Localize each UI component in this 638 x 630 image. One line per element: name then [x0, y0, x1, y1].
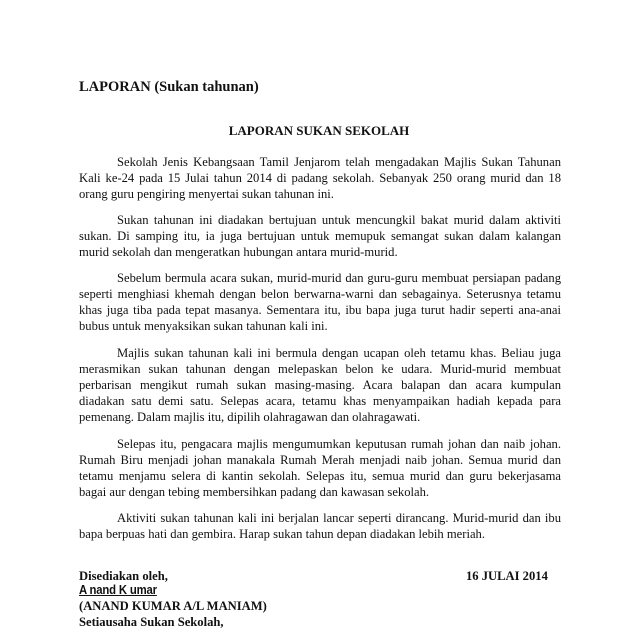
paragraph-1: Sekolah Jenis Kebangsaan Tamil Jenjarom telah mengadakan Majlis Sukan Tahunan Kali ke-24 pada 15 Julai tahun 2014 di padang sekolah. Sebanyak 250 orang murid dan 18 orang guru pengiring menyertai sukan tahunan ini. — [79, 155, 561, 201]
author-name: (ANAND KUMAR A/L MANIAM) — [79, 599, 267, 613]
report-heading-main: LAPORAN — [79, 79, 151, 95]
report-heading-sub: (Sukan tahunan) — [154, 79, 259, 95]
signature: A nand K umar — [79, 583, 157, 597]
paragraph-2: Sukan tahunan ini diadakan bertujuan untuk mencungkil bakat murid dalam aktiviti sukan. Di samping itu, ia juga bertujuan untuk memupuk semangat sukan dalam kalangan murid sekolah dan mengeratkan hubungan antara murid-murid. — [79, 213, 561, 259]
paragraph-6: Aktiviti sukan tahunan kali ini berjalan lancar seperti dirancang. Murid-murid dan ibu bapa berpuas hati dan gembira. Harap sukan tahun depan diadakan lebih meriah. — [79, 511, 561, 541]
report-title-text: LAPORAN SUKAN SEKOLAH — [228, 123, 410, 138]
paragraph-3: Sebelum bermula acara sukan, murid-murid dan guru-guru membuat persiapan padang seperti menghiasi khemah dengan belon berwarna-warni dan sebagainya. Seterusnya tetamu khas juga tiba pada tepat masanya. Sementara itu, ibu bapa juga turut hadir seperti ana-anai bubus untuk menyaksikan sukan tahunan kali ini. — [79, 271, 561, 333]
author-position: Setiausaha Sukan Sekolah, — [79, 615, 224, 629]
prepared-by-label: Disediakan oleh, — [79, 569, 168, 583]
report-title — [0, 123, 638, 139]
paragraph-5: Selepas itu, pengacara majlis mengumumkan keputusan rumah johan dan naib johan. Rumah Biru menjadi johan manakala Rumah Merah menjadi naib johan. Semua murid dan tetamu menjamu selera di kantin sekolah. Selepas itu, semua murid dan guru bekerjasama bagai aur dengan tebing membersihkan padang dan kawasan sekolah. — [79, 437, 561, 499]
paragraph-4: Majlis sukan tahunan kali ini bermula dengan ucapan oleh tetamu khas. Beliau juga merasmikan sukan tahunan dengan melepaskan belon ke udara. Murid-murid membuat perbarisan mengikut rumah sukan masing-masing. Acara balapan dan acara kumpulan diadakan satu demi satu. Selepas acara, tetamu khas menyampaikan hadiah kepada para pemenang. Dalam majlis itu, dipilih olahragawan dan olahragawati. — [79, 346, 561, 424]
report-heading — [79, 79, 259, 96]
report-date: 16 JULAI 2014 — [466, 569, 548, 583]
